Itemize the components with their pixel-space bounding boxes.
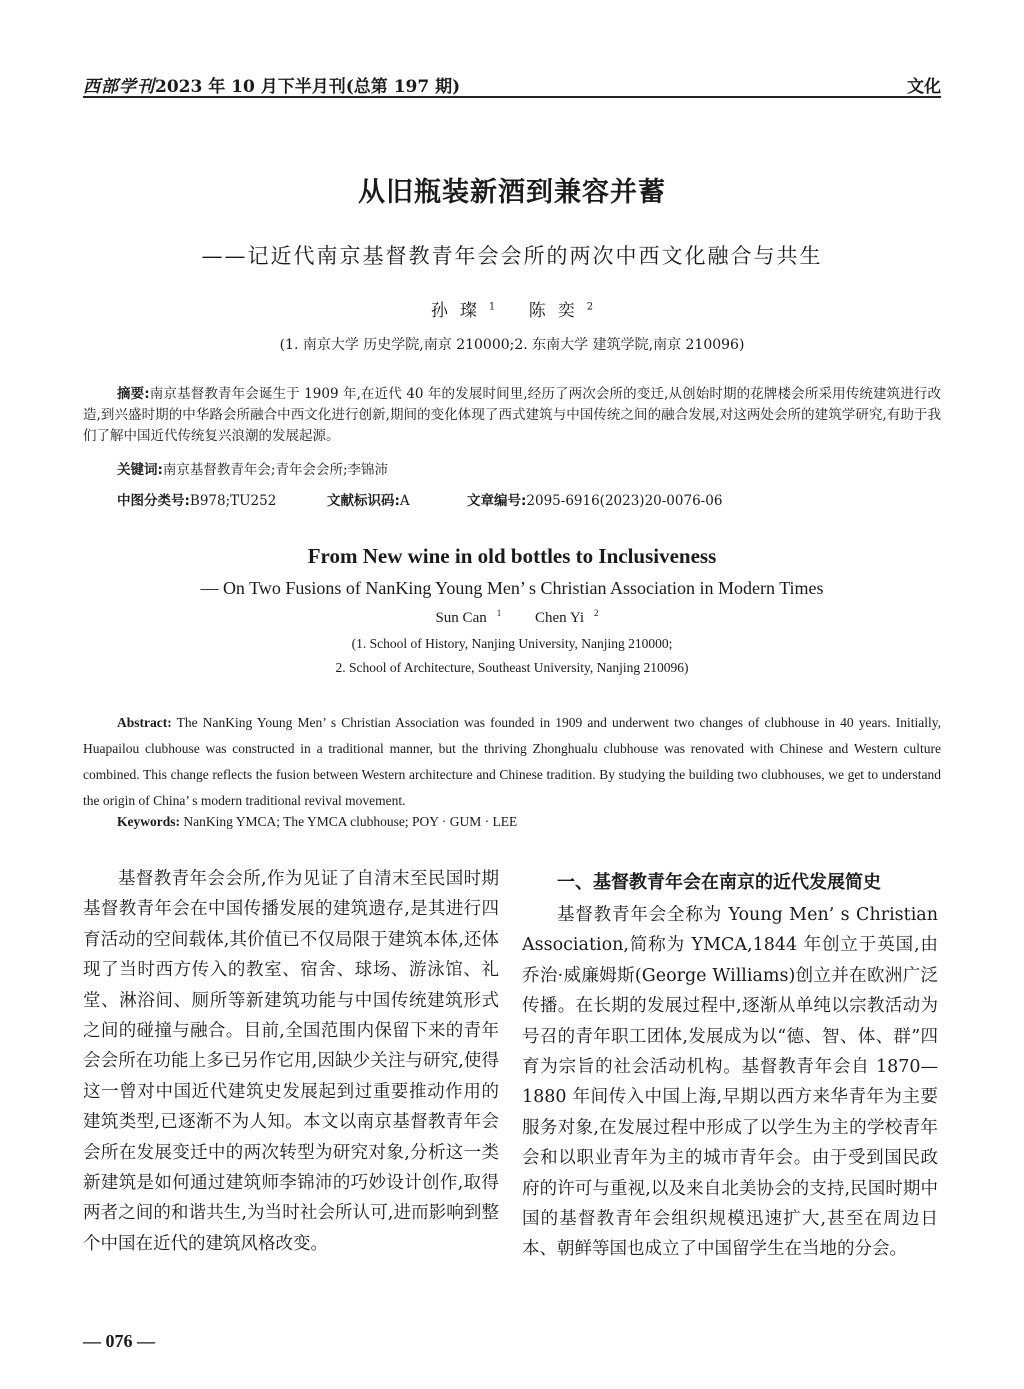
en-author-1	[425, 610, 501, 626]
cn-abstract	[83, 384, 941, 447]
header-rule	[83, 96, 941, 98]
cn-abstract-label: 摘要:	[117, 386, 150, 402]
cn-keywords	[83, 460, 975, 481]
en-affiliation-2: 2. School of Architecture, Southeast University, Nanjing 210096)	[335, 660, 689, 675]
en-author-1-sup: 1	[496, 608, 502, 618]
en-keywords-text: NanKing YMCA; The YMCA clubhouse; POY · GUM · LEE	[183, 814, 518, 829]
en-author-2-sup: 2	[594, 608, 599, 618]
body-column-left	[83, 864, 499, 1259]
article-number-value: 2095-6916(2023)20-0076-06	[526, 493, 723, 509]
article-number	[467, 489, 722, 509]
cn-author-1	[431, 301, 495, 321]
running-header	[83, 68, 941, 96]
clc-value: B978;TU252	[189, 493, 277, 509]
en-author-2	[525, 610, 599, 626]
en-subtitle: — On Two Fusions of NanKing Young Men’ s Christian Association in Modern Times	[200, 578, 824, 598]
journal-issue	[83, 72, 460, 97]
clc-label: 中图分类号:	[117, 493, 190, 509]
cn-abstract-text: 南京基督教青年会诞生于 1909 年,在近代 40 年的发展时间里,经历了两次会所的变迁,从创始时期的花牌楼会所采用传统建筑进行改造,到兴盛时期的中华路会所融合中西文化进行创新,期间的变化体现了西式建筑与中国传统之间的融合发展,对这两处会所的建筑学研究,有助于我们了解中国近代传统复兴浪潮的发展起源。	[83, 386, 941, 444]
page-number: — 076 —	[83, 1331, 155, 1351]
cn-author-2-sup: 2	[586, 301, 594, 313]
en-abstract	[83, 710, 941, 814]
section-label: 文化	[907, 77, 941, 97]
clc-number	[117, 489, 276, 509]
cn-author-1-name: 孙璨	[430, 301, 489, 321]
cn-classification	[117, 489, 937, 511]
en-keywords-label: Keywords:	[117, 814, 180, 829]
en-abstract-text: The NanKing Young Men’ s Christian Association was founded in 1909 and underwent two changes of clubhouse in 40 years. Initially, Huapailou clubhouse was constructed in a traditional manner, but the thriving Zhonghualu clubhouse was renovated with Chinese and Western culture combined. This change reflects the fusion between Western architecture and Chinese tradition. By studying the building two clubhouses, we get to understand the origin of China’ s modern traditional revival movement.	[83, 715, 941, 808]
cn-keywords-text: 南京基督教青年会;青年会会所;李锦沛	[162, 462, 389, 478]
history-paragraph: 基督教青年会全称为 Young Men’ s Christian Association,简称为 YMCA,1844 年创立于英国,由乔治·威廉姆斯(George Williams)创立并在欧洲广泛传播。在长期的发展过程中,逐渐从单纯以宗教活动为号召的青年职工团体,发展成为以“德、智、体、群”四育为宗旨的社会活动机构。基督教青年会自 1870—1880 年间传入中国上海,早期以西方来华青年为主要服务对象,在发展过程中形成了以学生为主的学校青年会和以职业青年为主的城市青年会。由于受到国民政府的许可与重视,以及来自北美协会的支持,民国时期中国的基督教青年会组织规模迅速扩大,甚至在周边日本、朝鲜等国也成立了中国留学生在当地的分会。	[522, 905, 938, 1260]
cn-title: 从旧瓶装新酒到兼容并蓄	[358, 177, 666, 208]
en-authors	[0, 608, 1024, 627]
cn-keywords-label: 关键词:	[117, 462, 163, 478]
en-title: From New wine in old bottles to Inclusiveness	[307, 544, 717, 568]
en-author-1-name: Sun Can	[435, 610, 487, 626]
doc-code	[327, 489, 410, 509]
doc-code-label: 文献标识码:	[327, 493, 400, 509]
cn-subtitle: ——记近代南京基督教青年会会所的两次中西文化融合与共生	[201, 244, 823, 268]
journal-logo: 西部学刊	[83, 77, 155, 97]
cn-author-2-name: 陈奕	[528, 301, 587, 321]
doc-code-value: A	[399, 493, 410, 509]
article-number-label: 文章编号:	[467, 493, 527, 509]
en-author-2-name: Chen Yi	[534, 610, 585, 626]
cn-author-1-sup: 1	[488, 301, 496, 313]
en-keywords	[117, 814, 941, 830]
intro-paragraph: 基督教青年会会所,作为见证了自清末至民国时期基督教青年会在中国传播发展的建筑遗存,是其进行四育活动的空间载体,其价值已不仅局限于建筑本体,还体现了当时西方传入的教室、宿舍、球场、游泳馆、礼堂、淋浴间、厕所等新建筑功能与中国传统建筑形式之间的碰撞与融合。目前,全国范围内保留下来的青年会会所在功能上多已另作它用,因缺少关注与研究,使得这一曾对中国近代建筑史发展起到过重要推动作用的建筑类型,已逐渐不为人知。本文以南京基督教青年会会所在发展变迁中的两次转型为研究对象,分析这一类新建筑是如何通过建筑师李锦沛的巧妙设计创作,取得两者之间的和谐共生,为当时社会所认可,进而影响到整个中国在近代的建筑风格改变。	[83, 869, 499, 1254]
cn-affiliation: (1. 南京大学 历史学院,南京 210000;2. 东南大学 建筑学院,南京 210096)	[279, 337, 745, 353]
body-column-right	[522, 864, 938, 1265]
cn-author-2	[529, 301, 593, 321]
journal-issue-text: 2023 年 10 月下半月刊(总第 197 期)	[155, 77, 461, 97]
en-abstract-label: Abstract:	[117, 715, 172, 730]
en-affiliation-1: (1. School of History, Nanjing University, Nanjing 210000;	[351, 636, 673, 651]
cn-authors	[0, 296, 1024, 321]
section-heading: 一、基督教青年会在南京的近代发展简史	[557, 872, 881, 893]
